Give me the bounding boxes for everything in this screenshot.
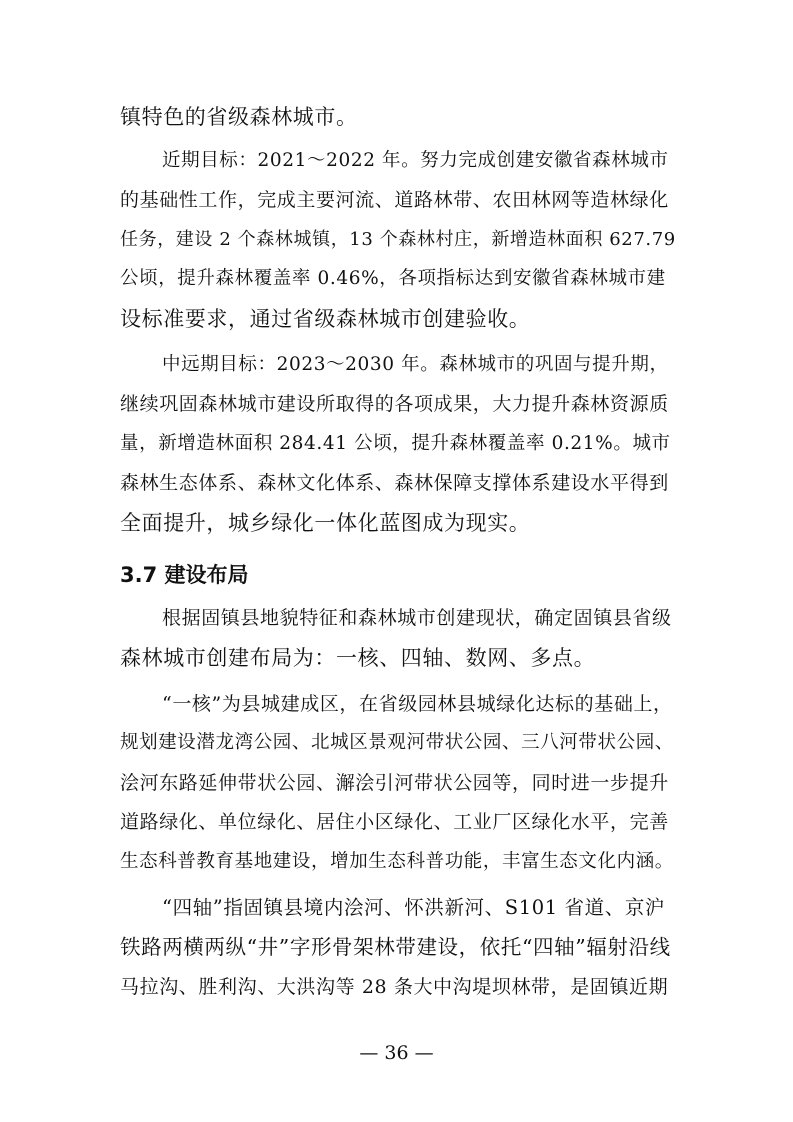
text-line: 铁路两横两纵“井”字形骨架林带建设，依托“四轴”辐射沿线	[120, 935, 671, 959]
text-line: 根据固镇县地貌特征和森林城市创建现状，确定固镇县省级	[162, 607, 672, 629]
text-line: 公顷，提升森林覆盖率 0.46%，各项指标达到安徽省森林城市建	[120, 268, 666, 289]
text-line: 森林城市创建布局为：一核、四轴、数网、多点。	[120, 646, 596, 670]
text-line: 任务，建设 2 个森林城镇，13 个森林村庄，新增造林面积 627.79	[120, 229, 676, 250]
text-line: 森林生态体系、森林文化体系、森林保障支撑体系建设水平得到	[120, 472, 669, 494]
text-line: 生态科普教育基地建设，增加生态科普功能，丰富生态文化内涵。	[120, 851, 674, 872]
text-line: “四轴”指固镇县境内浍河、怀洪新河、S101 省道、京沪	[162, 896, 666, 919]
text-line: 浍河东路延伸带状公园、澥浍引河带状公园等，同时进一步提升	[120, 772, 669, 794]
text-line: 的基础性工作，完成主要河流、道路林带、农田林网等造林绿化	[120, 189, 669, 211]
text-line: 继续巩固森林城市建设所取得的各项成果，大力提升森林资源质	[120, 393, 669, 415]
text-line: 设标准要求，通过省级森林城市创建验收。	[120, 307, 531, 331]
text-line: 规划建设潜龙湾公园、北城区景观河带状公园、三八河带状公园、	[120, 732, 674, 753]
section-heading: 3.7 建设布局	[120, 563, 249, 587]
text-line: 镇特色的省级森林城市。	[120, 105, 358, 129]
text-line: 量，新增造林面积 284.41 公顷，提升森林覆盖率 0.21%。城市	[120, 433, 671, 454]
text-line: “一核”为县城建成区，在省级园林县城绿化达标的基础上，	[162, 693, 673, 715]
text-line: 道路绿化、单位绿化、居住小区绿化、工业厂区绿化水平，完善	[120, 811, 669, 833]
text-line: 中远期目标：2023～2030 年。森林城市的巩固与提升期，	[162, 354, 669, 375]
page-number: — 36 —	[359, 1042, 434, 1064]
text-line: 全面提升，城乡绿化一体化蓝图成为现实。	[120, 511, 531, 535]
text-line: 近期目标：2021～2022 年。努力完成创建安徽省森林城市	[162, 150, 669, 171]
text-line: 马拉沟、胜利沟、大洪沟等 28 条大中沟堤坝林带，是固镇近期	[120, 976, 669, 998]
